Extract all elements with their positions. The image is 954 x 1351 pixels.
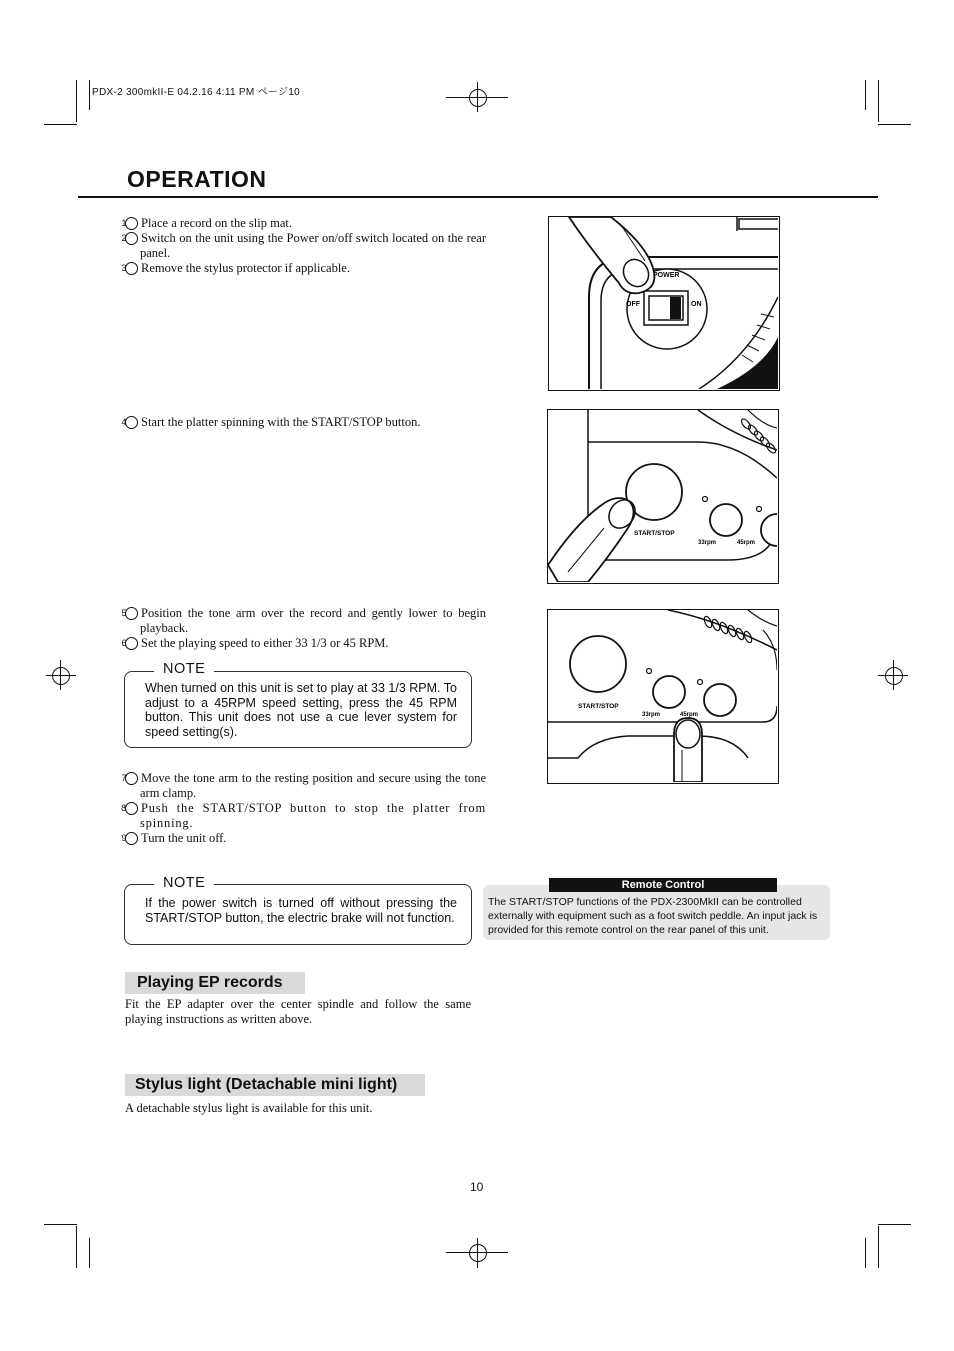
step-number: 2	[125, 232, 138, 245]
step-7	[121, 771, 486, 801]
step-text: Place a record on the slip mat.	[141, 216, 292, 230]
illustration-start-stop	[547, 409, 779, 584]
title-rule	[78, 196, 878, 198]
step-text: Start the platter spinning with the START/STOP button.	[141, 415, 421, 429]
step-number: 9	[125, 832, 138, 845]
page-number: 10	[470, 1180, 484, 1194]
step-text: Move the tone arm to the resting position and secure using the tone arm clamp.	[140, 771, 486, 800]
print-header: PDX-2 300mkII-E 04.2.16 4:11 PM ページ10	[92, 87, 301, 98]
power-label: POWER	[653, 272, 680, 279]
remote-control-title: Remote Control	[549, 878, 777, 892]
start-stop-label: START/STOP	[578, 703, 619, 710]
step-number: 8	[125, 802, 138, 815]
step-text: Set the playing speed to either 33 1/3 or 45 RPM.	[141, 636, 389, 650]
step-3	[121, 261, 486, 276]
start-stop-label: START/STOP	[634, 530, 675, 537]
start-stop-drawing	[548, 410, 777, 582]
step-text: Turn the unit off.	[141, 831, 227, 845]
step-text: Push the START/STOP button to stop the platter from spinning.	[140, 801, 486, 830]
section-text-ep: Fit the EP adapter over the center spindle and follow the same playing instructions as written above.	[125, 997, 471, 1026]
rpm-45-label: 45rpm	[680, 712, 699, 718]
step-number: 3	[125, 262, 138, 275]
step-text: Remove the stylus protector if applicable.	[141, 261, 350, 275]
on-label: ON	[691, 301, 702, 308]
note-box-speed	[124, 671, 472, 748]
page-title: OPERATION	[127, 166, 267, 192]
note-text: When turned on this unit is set to play at 33 1/3 RPM. To adjust to a 45RPM speed setting, press the 45 RPM button. This unit does not use a cue lever system for speed setting(s).	[145, 681, 457, 739]
note-label: NOTE	[154, 875, 214, 891]
step-1	[121, 216, 486, 231]
step-text: Switch on the unit using the Power on/off switch located on the rear panel.	[140, 231, 486, 260]
note-box-brake	[124, 884, 472, 945]
rpm-33-label: 33rpm	[642, 712, 661, 718]
step-8	[121, 801, 486, 831]
step-number: 1	[125, 217, 138, 230]
step-text: Position the tone arm over the record and gently lower to begin playback.	[140, 606, 486, 635]
power-switch-drawing	[549, 217, 778, 389]
step-9	[121, 831, 486, 846]
rpm-33-label: 33rpm	[698, 540, 717, 546]
illustration-power-switch	[548, 216, 780, 391]
off-label: OFF	[626, 301, 640, 308]
section-heading-ep: Playing EP records	[125, 972, 305, 994]
speed-setting-drawing	[548, 610, 777, 782]
remote-control-text: The START/STOP functions of the PDX-2300MkII can be controlled externally with equipment such as a foot switch peddle. An input jack is provided for this remote control on the rear panel of this unit.	[488, 896, 818, 936]
section-heading-stylus-light: Stylus light (Detachable mini light)	[125, 1074, 425, 1096]
step-5	[121, 606, 486, 636]
step-6	[121, 636, 486, 651]
note-text: If the power switch is turned off without pressing the START/STOP button, the electric brake will not function.	[145, 896, 457, 925]
note-label: NOTE	[154, 661, 214, 677]
step-number: 5	[125, 607, 138, 620]
rpm-45-label: 45rpm	[737, 540, 756, 546]
step-4	[121, 415, 486, 430]
step-2	[121, 231, 486, 261]
remote-control-box	[483, 885, 830, 940]
step-number: 7	[125, 772, 138, 785]
section-text-stylus-light: A detachable stylus light is available for this unit.	[125, 1101, 373, 1115]
step-number: 4	[125, 416, 138, 429]
step-number: 6	[125, 637, 138, 650]
illustration-speed-setting	[547, 609, 779, 784]
